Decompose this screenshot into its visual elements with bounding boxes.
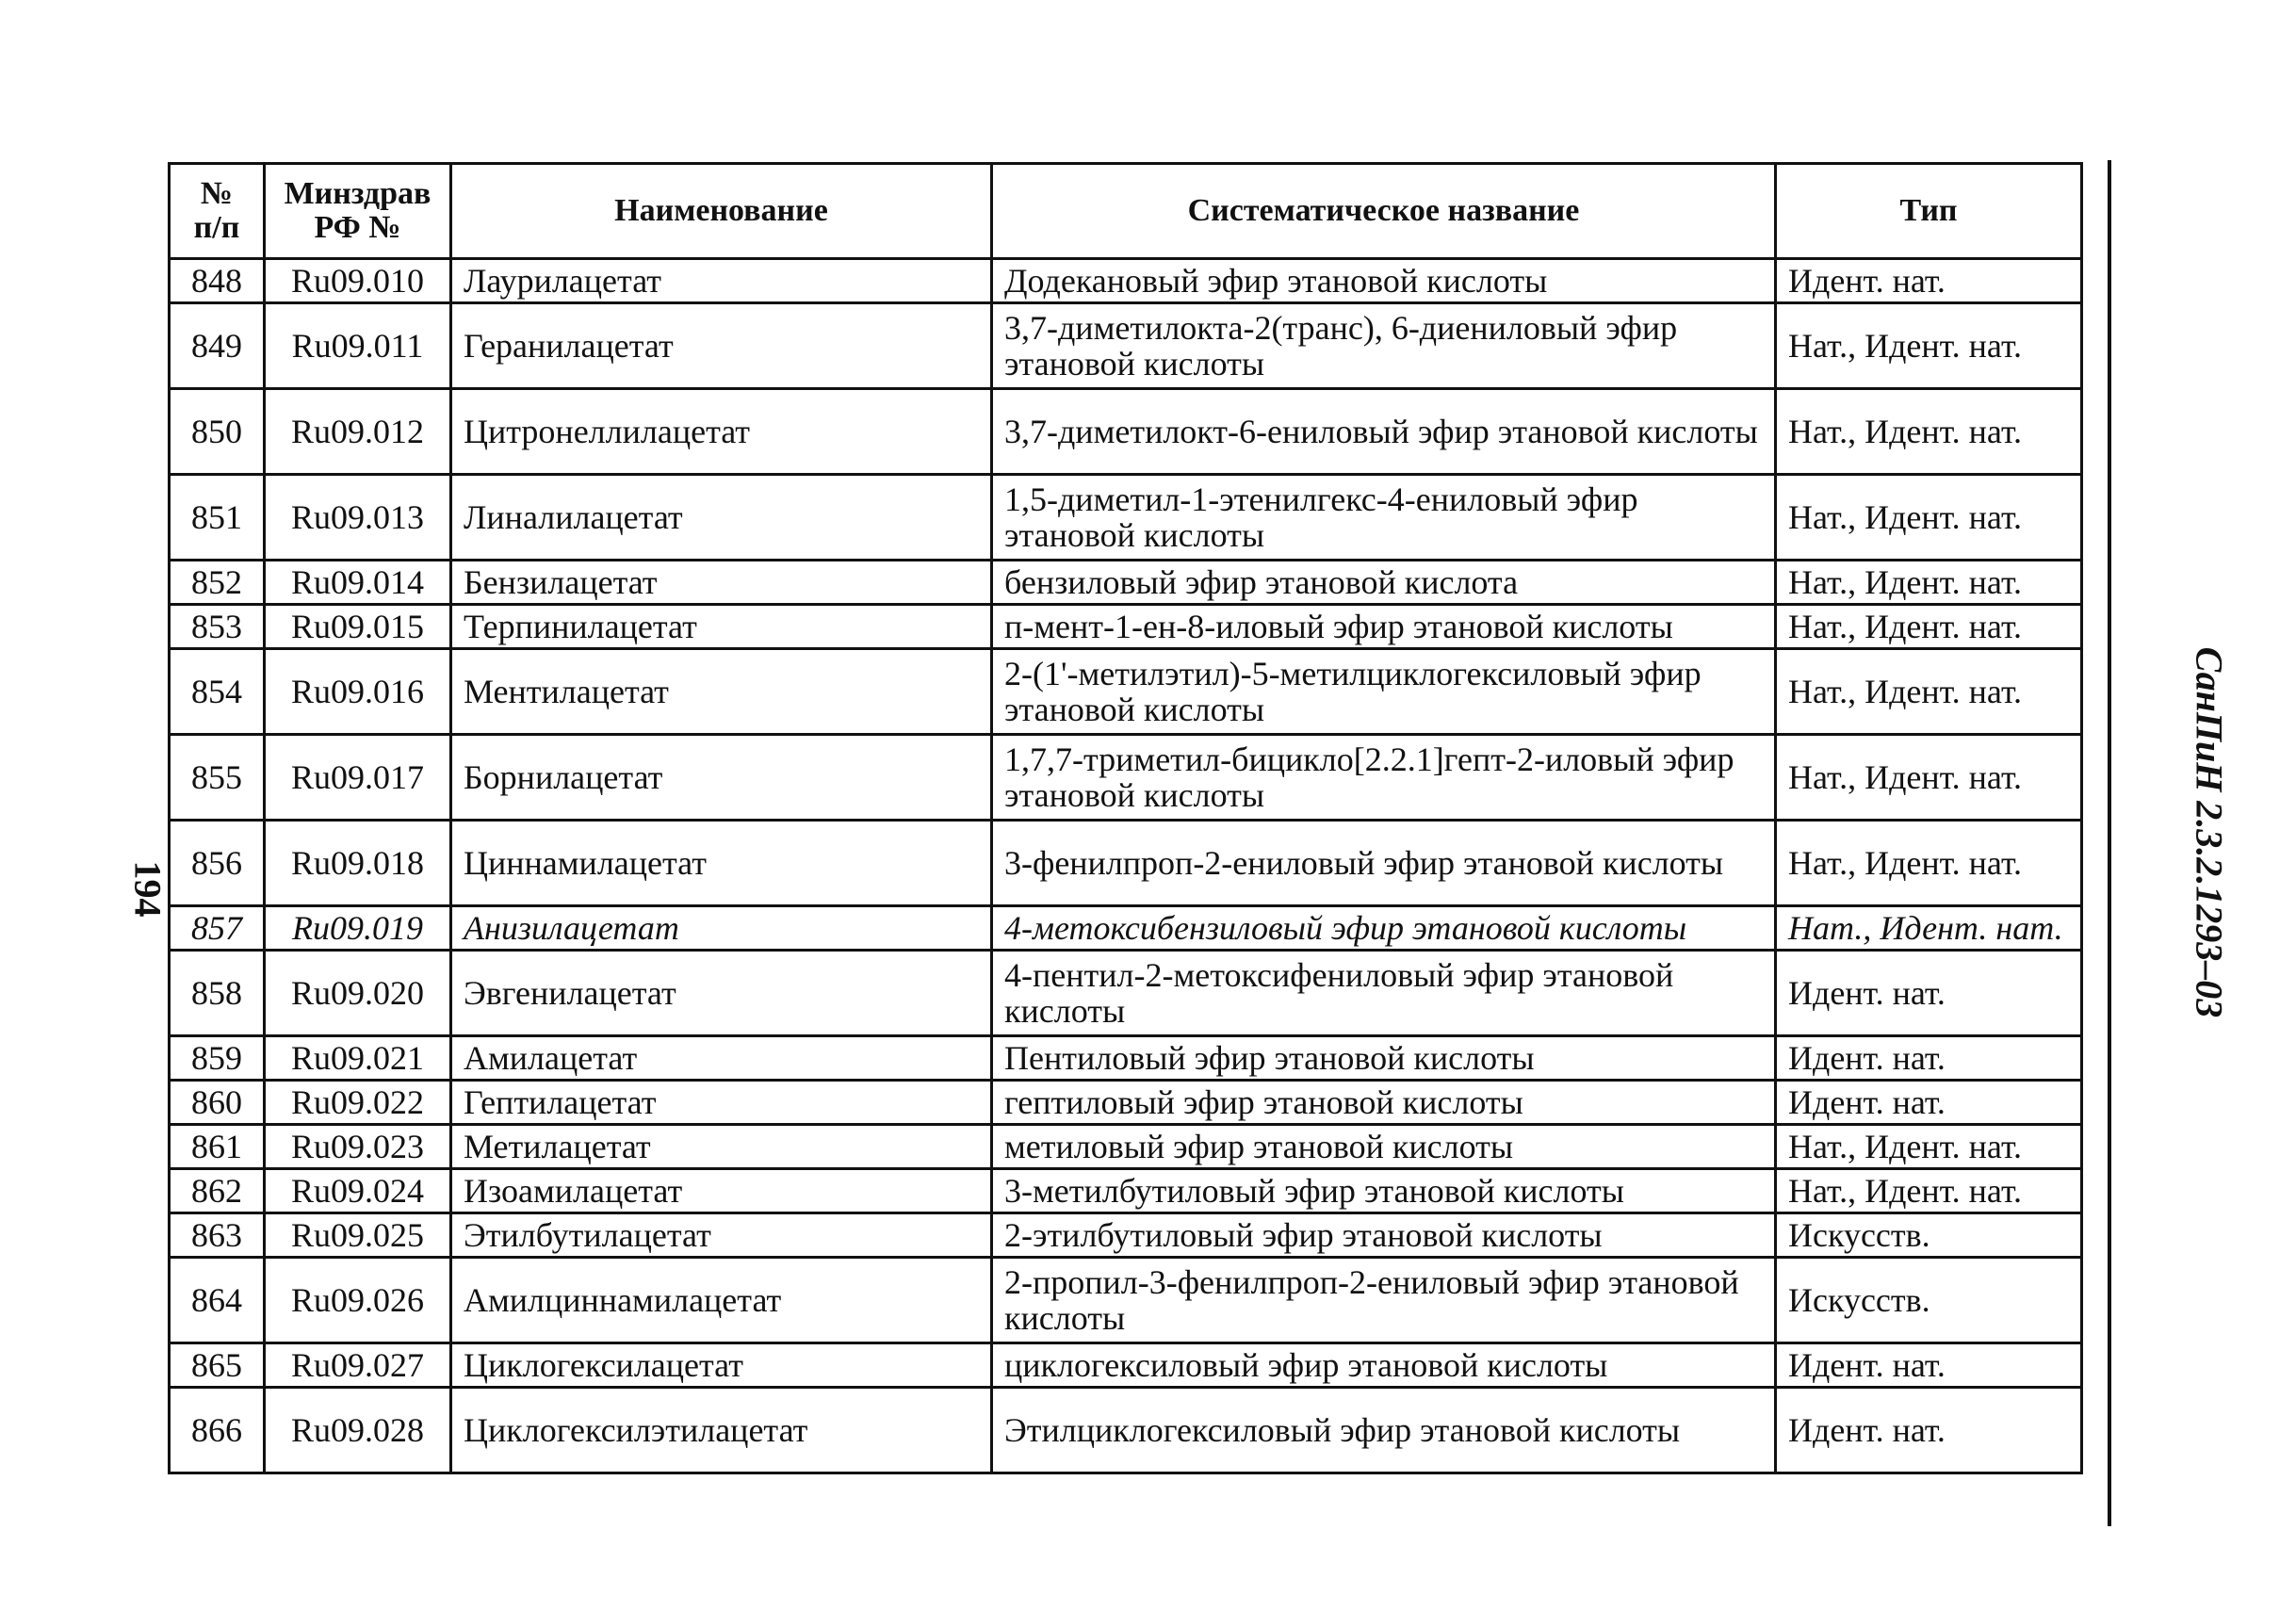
num-cell: 864 bbox=[170, 1258, 265, 1343]
code-cell: Ru09.023 bbox=[265, 1125, 451, 1169]
side-rule bbox=[2108, 160, 2111, 1526]
type-cell: Нат., Идент. нат. bbox=[1776, 561, 2082, 605]
type-cell: Нат., Идент. нат. bbox=[1776, 649, 2082, 735]
systematic-cell: 3-фенилпроп-2-ениловый эфир этановой кислоты bbox=[992, 821, 1776, 906]
systematic-cell: 3-метилбутиловый эфир этановой кислоты bbox=[992, 1169, 1776, 1213]
code-cell: Ru09.022 bbox=[265, 1081, 451, 1125]
systematic-cell: п-мент-1-ен-8-иловый эфир этановой кислоты bbox=[992, 605, 1776, 649]
table-row bbox=[170, 821, 2082, 906]
table-row bbox=[170, 1213, 2082, 1258]
code-cell: Ru09.025 bbox=[265, 1213, 451, 1258]
systematic-cell: 2-этилбутиловый эфир этановой кислоты bbox=[992, 1213, 1776, 1258]
name-cell: Анизилацетат bbox=[451, 906, 992, 951]
num-cell: 857 bbox=[170, 906, 265, 951]
table-row bbox=[170, 389, 2082, 475]
table-row bbox=[170, 1343, 2082, 1388]
code-cell: Ru09.010 bbox=[265, 259, 451, 303]
name-cell: Циннамилацетат bbox=[451, 821, 992, 906]
num-cell: 852 bbox=[170, 561, 265, 605]
systematic-cell: 1,5-диметил-1-этенилгекс-4-ениловый эфир этановой кислоты bbox=[992, 475, 1776, 561]
name-cell: Этилбутилацетат bbox=[451, 1213, 992, 1258]
num-cell: 862 bbox=[170, 1169, 265, 1213]
name-cell: Циклогексилэтилацетат bbox=[451, 1388, 992, 1473]
systematic-cell: 4-пентил-2-метоксифениловый эфир этановой кислоты bbox=[992, 951, 1776, 1036]
code-cell: Ru09.018 bbox=[265, 821, 451, 906]
systematic-cell: 3,7-диметилокта-2(транс), 6-диениловый эфир этановой кислоты bbox=[992, 303, 1776, 389]
code-cell: Ru09.016 bbox=[265, 649, 451, 735]
type-cell: Нат., Идент. нат. bbox=[1776, 1125, 2082, 1169]
systematic-cell: гептиловый эфир этановой кислоты bbox=[992, 1081, 1776, 1125]
code-cell: Ru09.027 bbox=[265, 1343, 451, 1388]
name-cell: Линалилацетат bbox=[451, 475, 992, 561]
type-cell: Искусств. bbox=[1776, 1258, 2082, 1343]
table-row bbox=[170, 1169, 2082, 1213]
name-cell: Бензилацетат bbox=[451, 561, 992, 605]
document-code: СанПиН 2.3.2.1293–03 bbox=[2188, 646, 2231, 1018]
table-row bbox=[170, 1081, 2082, 1125]
table-header-row bbox=[170, 164, 2082, 259]
num-cell: 859 bbox=[170, 1036, 265, 1081]
table-row bbox=[170, 605, 2082, 649]
num-cell: 850 bbox=[170, 389, 265, 475]
type-cell: Идент. нат. bbox=[1776, 1081, 2082, 1125]
name-cell: Ментилацетат bbox=[451, 649, 992, 735]
header-type: Тип bbox=[1776, 164, 2082, 259]
num-cell: 866 bbox=[170, 1388, 265, 1473]
type-cell: Идент. нат. bbox=[1776, 259, 2082, 303]
table-row bbox=[170, 735, 2082, 821]
systematic-cell: 1,7,7-триметил-бицикло[2.2.1]гепт-2-иловый эфир этановой кислоты bbox=[992, 735, 1776, 821]
table-body bbox=[170, 259, 2082, 1473]
name-cell: Цитронеллилацетат bbox=[451, 389, 992, 475]
code-cell: Ru09.026 bbox=[265, 1258, 451, 1343]
table-row bbox=[170, 475, 2082, 561]
num-cell: 853 bbox=[170, 605, 265, 649]
additives-table bbox=[168, 162, 2083, 1474]
header-num-text: № п/п bbox=[193, 176, 240, 245]
name-cell: Гептилацетат bbox=[451, 1081, 992, 1125]
type-cell: Нат., Идент. нат. bbox=[1776, 906, 2082, 951]
type-cell: Идент. нат. bbox=[1776, 1036, 2082, 1081]
name-cell: Амилциннамилацетат bbox=[451, 1258, 992, 1343]
code-cell: Ru09.017 bbox=[265, 735, 451, 821]
table-row bbox=[170, 259, 2082, 303]
header-systematic: Систематическое название bbox=[992, 164, 1776, 259]
name-cell: Лаурилацетат bbox=[451, 259, 992, 303]
type-cell: Идент. нат. bbox=[1776, 1388, 2082, 1473]
code-cell: Ru09.024 bbox=[265, 1169, 451, 1213]
name-cell: Геранилацетат bbox=[451, 303, 992, 389]
num-cell: 854 bbox=[170, 649, 265, 735]
name-cell: Амилацетат bbox=[451, 1036, 992, 1081]
num-cell: 858 bbox=[170, 951, 265, 1036]
code-cell: Ru09.028 bbox=[265, 1388, 451, 1473]
code-cell: Ru09.014 bbox=[265, 561, 451, 605]
table-row bbox=[170, 649, 2082, 735]
type-cell: Нат., Идент. нат. bbox=[1776, 389, 2082, 475]
name-cell: Эвгенилацетат bbox=[451, 951, 992, 1036]
header-num bbox=[170, 164, 265, 259]
type-cell: Нат., Идент. нат. bbox=[1776, 1169, 2082, 1213]
name-cell: Метилацетат bbox=[451, 1125, 992, 1169]
num-cell: 851 bbox=[170, 475, 265, 561]
systematic-cell: циклогексиловый эфир этановой кислоты bbox=[992, 1343, 1776, 1388]
systematic-cell: 4-метоксибензиловый эфир этановой кислоты bbox=[992, 906, 1776, 951]
type-cell: Идент. нат. bbox=[1776, 951, 2082, 1036]
type-cell: Нат., Идент. нат. bbox=[1776, 821, 2082, 906]
code-cell: Ru09.013 bbox=[265, 475, 451, 561]
systematic-cell: метиловый эфир этановой кислоты bbox=[992, 1125, 1776, 1169]
num-cell: 855 bbox=[170, 735, 265, 821]
systematic-cell: 2-пропил-3-фенилпроп-2-ениловый эфир этановой кислоты bbox=[992, 1258, 1776, 1343]
code-cell: Ru09.021 bbox=[265, 1036, 451, 1081]
header-minzdrav-text: Минздрав РФ № bbox=[284, 176, 432, 245]
systematic-cell: бензиловый эфир этановой кислота bbox=[992, 561, 1776, 605]
num-cell: 856 bbox=[170, 821, 265, 906]
code-cell: Ru09.015 bbox=[265, 605, 451, 649]
code-cell: Ru09.020 bbox=[265, 951, 451, 1036]
table-row bbox=[170, 1388, 2082, 1473]
code-cell: Ru09.019 bbox=[265, 906, 451, 951]
code-cell: Ru09.011 bbox=[265, 303, 451, 389]
table-row bbox=[170, 561, 2082, 605]
table-row bbox=[170, 951, 2082, 1036]
num-cell: 860 bbox=[170, 1081, 265, 1125]
num-cell: 865 bbox=[170, 1343, 265, 1388]
num-cell: 848 bbox=[170, 259, 265, 303]
num-cell: 861 bbox=[170, 1125, 265, 1169]
page-number: 194 bbox=[126, 860, 170, 918]
table-row bbox=[170, 1258, 2082, 1343]
header-name: Наименование bbox=[451, 164, 992, 259]
name-cell: Терпинилацетат bbox=[451, 605, 992, 649]
table-row bbox=[170, 1036, 2082, 1081]
table-row bbox=[170, 906, 2082, 951]
type-cell: Искусств. bbox=[1776, 1213, 2082, 1258]
name-cell: Изоамилацетат bbox=[451, 1169, 992, 1213]
type-cell: Нат., Идент. нат. bbox=[1776, 735, 2082, 821]
num-cell: 849 bbox=[170, 303, 265, 389]
num-cell: 863 bbox=[170, 1213, 265, 1258]
table-row bbox=[170, 1125, 2082, 1169]
table-row bbox=[170, 303, 2082, 389]
systematic-cell: Пентиловый эфир этановой кислоты bbox=[992, 1036, 1776, 1081]
name-cell: Циклогексилацетат bbox=[451, 1343, 992, 1388]
name-cell: Борнилацетат bbox=[451, 735, 992, 821]
type-cell: Нат., Идент. нат. bbox=[1776, 475, 2082, 561]
code-cell: Ru09.012 bbox=[265, 389, 451, 475]
systematic-cell: 2-(1'-метилэтил)-5-метилциклогексиловый эфир этановой кислоты bbox=[992, 649, 1776, 735]
systematic-cell: 3,7-диметилокт-6-ениловый эфир этановой кислоты bbox=[992, 389, 1776, 475]
systematic-cell: Додекановый эфир этановой кислоты bbox=[992, 259, 1776, 303]
systematic-cell: Этилциклогексиловый эфир этановой кислоты bbox=[992, 1388, 1776, 1473]
header-minzdrav bbox=[265, 164, 451, 259]
type-cell: Нат., Идент. нат. bbox=[1776, 303, 2082, 389]
type-cell: Идент. нат. bbox=[1776, 1343, 2082, 1388]
type-cell: Нат., Идент. нат. bbox=[1776, 605, 2082, 649]
